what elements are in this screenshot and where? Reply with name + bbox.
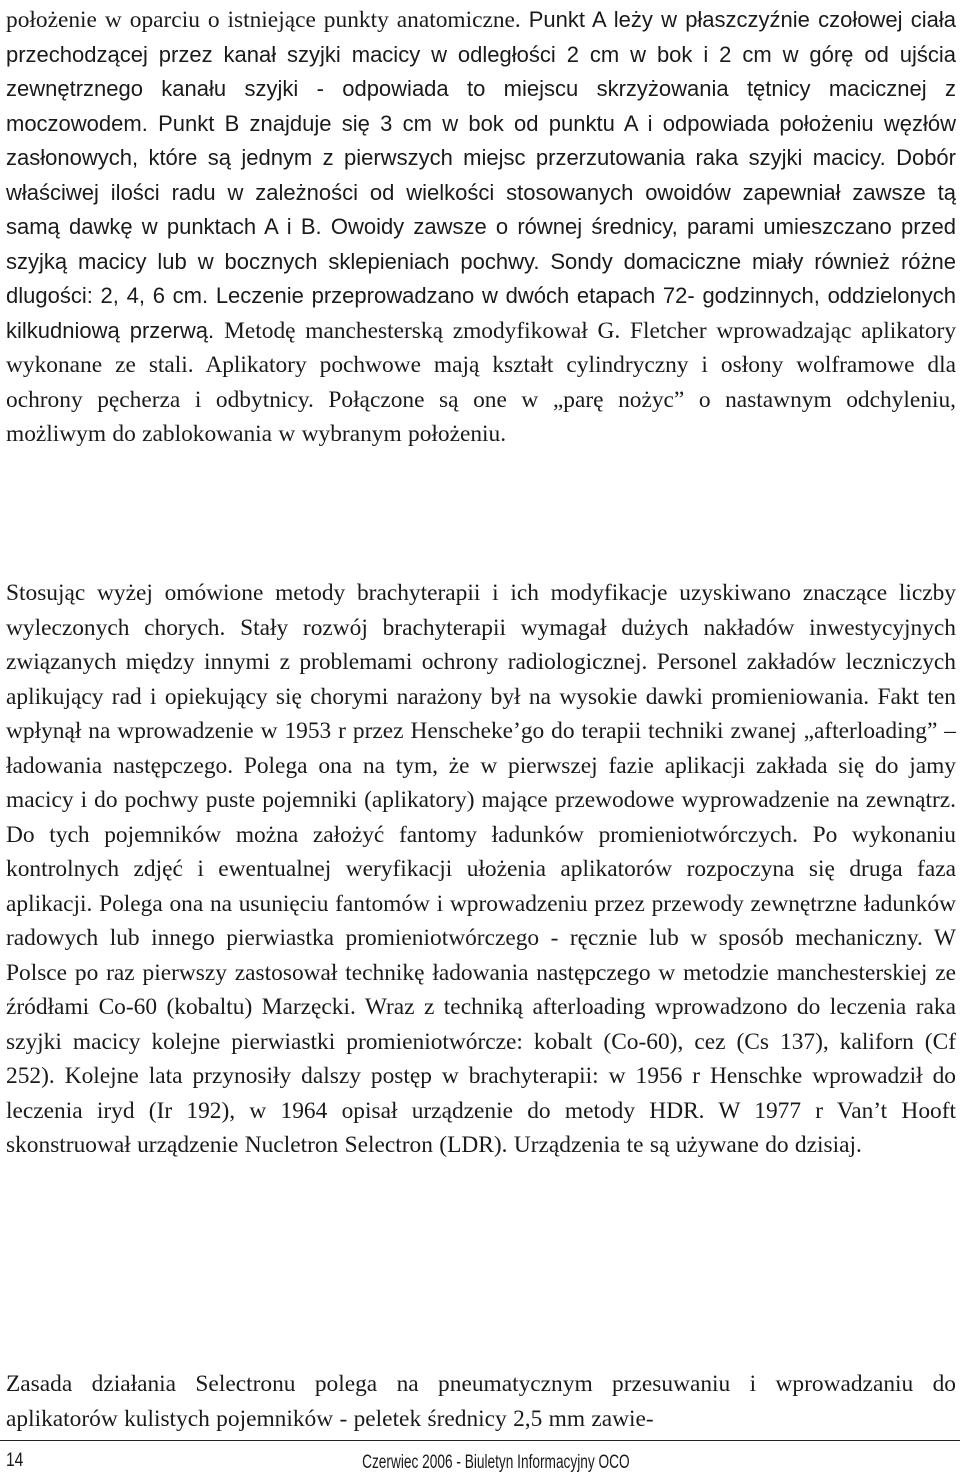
page-number: 14 [6,1450,24,1471]
paragraph-afterloading-history: Stosując wyżej omówione metody brachyterapii i ich modyfikacje uzyskiwano znaczące liczby wyleczonych chorych. Stały rozwój brachyterapii wymagał dużych nakładów inwestycyjnych związanych między innymi z problemami ochrony radiologicznej. Personel zakładów leczniczych aplikujący rad i opiekujący się chorymi narażony był na wysokie dawki promieniowania. Fakt ten wpłynął na wprowadzenie w 1953 r przez Henscheke’go do terapii techniki zwanej „afterloading” – ładowania następczego. Polega ona na tym, że w pierwszej fazie aplikacji zakłada się do jamy macicy i do pochwy puste pojemniki (aplikatory) mające przewodowe wyprowadzenie na zewnątrz. Do tych pojemników można założyć fantomy ładunków promieniotwórczych. Po wykonaniu kontrolnych zdjęć i ewentualnej weryfikacji ułożenia aplikatorów rozpoczyna się druga faza aplikacji. Polega ona na usunięciu fantomów i wprowadzeniu przez przewody zewnętrzne ładunków radowych lub innego pierwiastka promieniotwórczego - ręcznie lub w sposób mechaniczny. W Polsce po raz pierwszy zastosował technikę ładowania następczego w metodzie manchesterskiej ze źródłami Co-60 (kobaltu) Marzęcki. Wraz z techniką afterloading wprowadzono do leczenia raka szyjki macicy kolejne pierwiastki promieniotwórcze: kobalt (Co-60), cez (Cs 137), kaliforn (Cf 252). Kolejne lata przynosiły dalszy postęp w brachyterapii: w 1956 r Henschke wprowadził do leczenia iryd (Ir 192), w 1964 opisał urządzenie do metody HDR. W 1977 r Van’t Hooft skonstruował urządzenie Nucletron Selectron (LDR). Urządzenia te są używane do dzisiaj. [6,580,956,1158]
paragraph-brachytherapy-points [6,3,956,452]
paragraph-selectron-principle: Zasada działania Selectronu polega na pneumatycznym przesuwaniu i wprowadzaniu do aplikatorów kulistych pojemników - peletek średnicy 2,5 mm zawie- [6,1371,956,1432]
footer-publication-title: Czerwiec 2006 - Biuletyn Informacyjny OCO [362,1452,630,1473]
paragraph-1-serif-end: Metodę manchesterską zmodyfikował G. Fletcher wprowadzając aplikatory wykonane ze stali. Aplikatory pochwowe mają kształt cylindryczny i osłony wolframowe dla ochrony pęcherza i odbytnicy. Połączone są one w „parę nożyc” o nastawnym odchyleniu, możliwym do zablokowania w wybranym położeniu. [6,317,957,447]
paragraph-1-sans-section: Punkt A leży w płaszczyźnie czołowej ciała przechodzącej przez kanał szyjki macicy w odległości 2 cm w bok i 2 cm w górę od ujścia zewnętrznego kanału szyjki - odpowiada to miejscu skrzyżowania tętnicy macicznej z moczowodem. Punkt B znajduje się 3 cm w bok od punktu A i odpowiada położeniu węzłów zasłonowych, które są jednym z pierwszych miejsc przerzutowania raka szyjki macicy. Dobór właściwej ilości radu w zależności od wielkości stosowanych owoidów zapewniał zawsze tą samą dawkę w punktach A i B. Owoidy zawsze o równej średnicy, parami umieszczano przed szyjką macicy lub w bocznych sklepieniach pochwy. Sondy domaciczne miały również różne dlugości: 2, 4, 6 cm. Leczenie przeprowadzano w dwóch etapach 72- godzinnych, oddzielonych kilkudniową przerwą. [6,7,956,343]
paragraph-1-serif-start: położenie w oparciu o istniejące punkty anatomiczne. [6,7,529,33]
footer-divider [0,1440,960,1441]
